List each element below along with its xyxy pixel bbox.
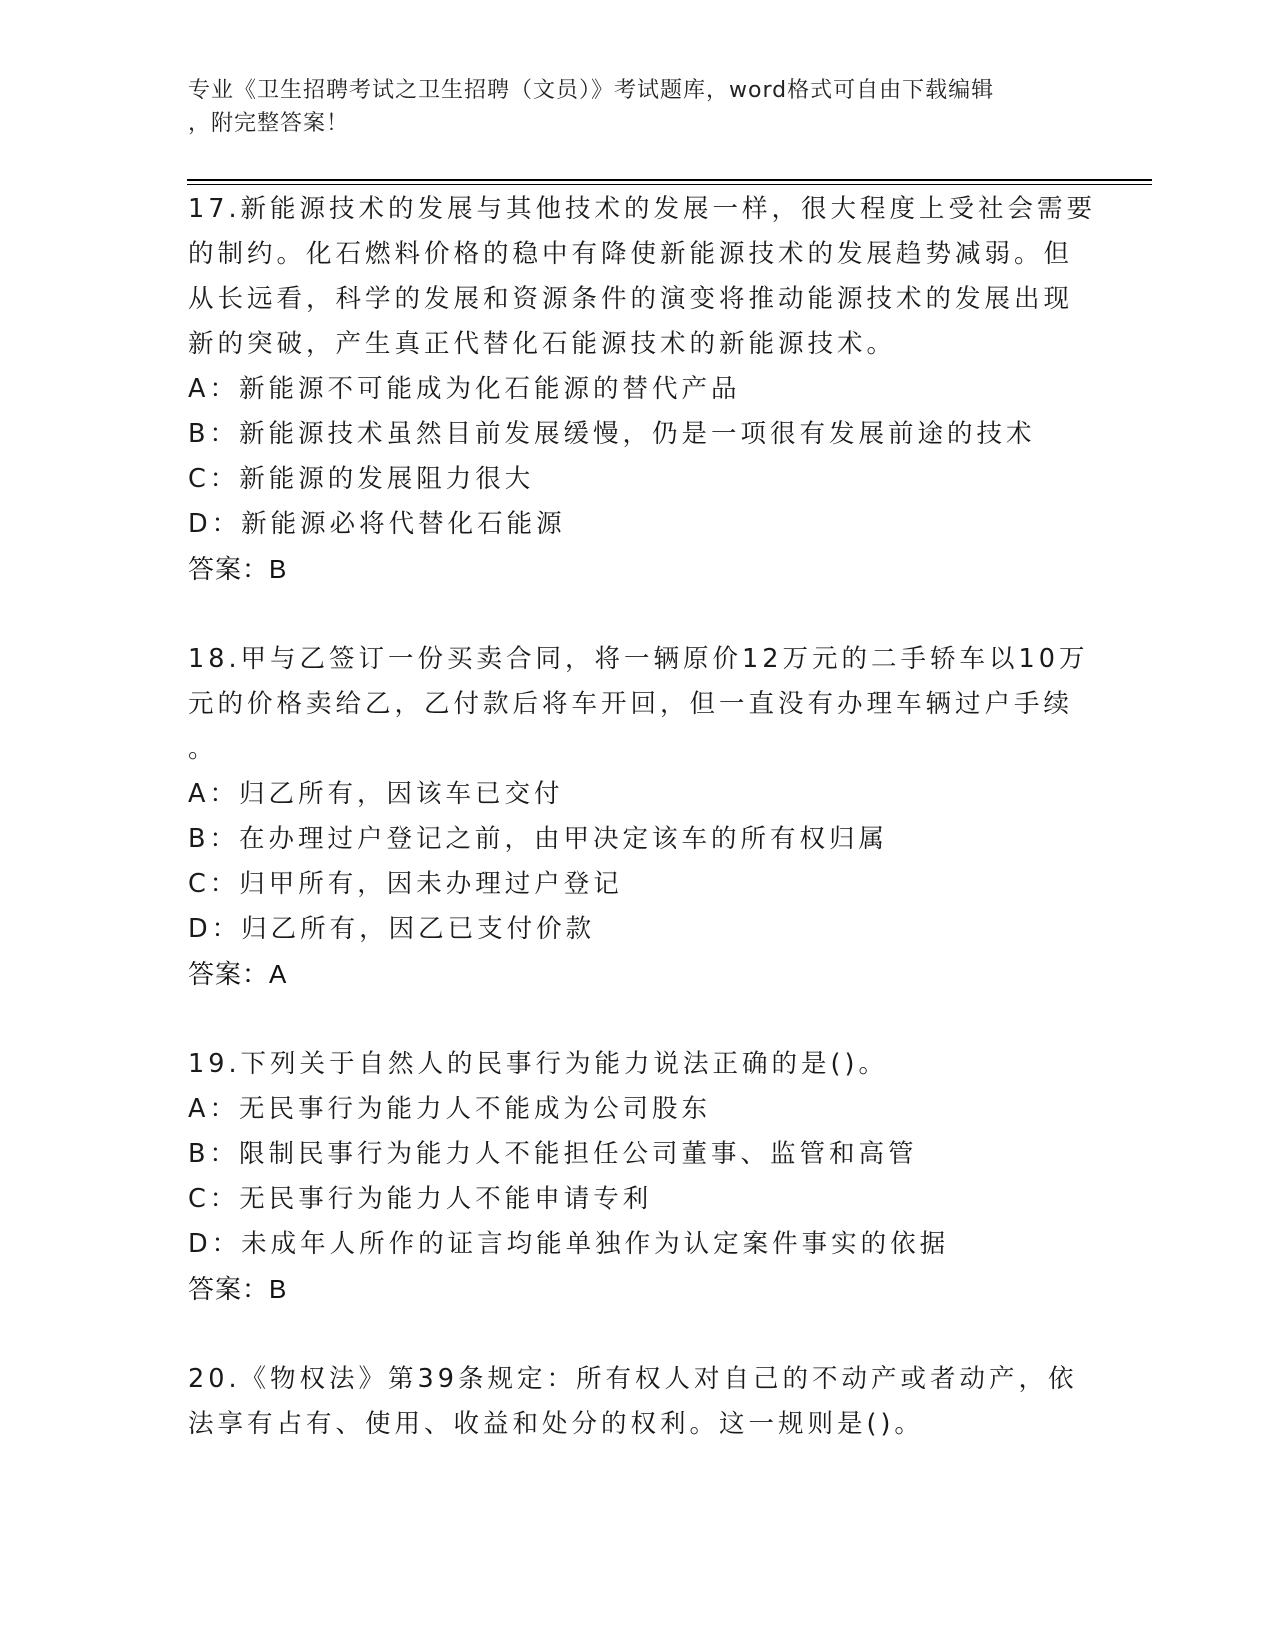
answer-label: 答案：A [188,959,288,989]
question-spacer [188,997,1088,1042]
option-d: D：归乙所有，因乙已支付价款 [188,914,596,944]
option-a: A：无民事行为能力人不能成为公司股东 [188,1094,711,1124]
question-spacer [188,592,1088,637]
question-stem-line: 元的价格卖给乙，乙付款后将车开回，但一直没有办理车辆过户手续 [188,689,1074,719]
header-line-1: 专业《卫生招聘考试之卫生招聘（文员）》考试题库，word格式可自由下载编辑 [188,78,995,103]
option-a: A：归乙所有，因该车已交付 [188,779,564,809]
question-stem-line: 从长远看，科学的发展和资源条件的演变将推动能源技术的发展出现 [188,284,1074,314]
option-c: C：无民事行为能力人不能申请专利 [188,1184,653,1214]
option-d: D：新能源必将代替化石能源 [188,509,566,539]
question-20 [188,1357,1088,1447]
question-spacer [188,1312,1088,1357]
document-header [188,74,1068,140]
question-list [188,187,1097,1447]
question-stem-line: 17.新能源技术的发展与其他技术的发展一样，很大程度上受社会需要 [188,194,1097,224]
header-line-2: ，附完整答案！ [188,111,350,136]
header-divider-thick [187,179,1152,181]
question-stem-line: 新的突破，产生真正代替化石能源技术的新能源技术。 [188,329,897,359]
question-17 [188,187,1097,592]
question-stem-line: 18.甲与乙签订一份买卖合同，将一辆原价12万元的二手轿车以10万 [188,644,1089,674]
question-stem-line: 19.下列关于自然人的民事行为能力说法正确的是()。 [188,1049,888,1079]
option-b: B：在办理过户登记之前，由甲决定该车的所有权归属 [188,824,888,854]
option-c: C：归甲所有，因未办理过户登记 [188,869,623,899]
header-divider-thin [187,184,1152,185]
question-19 [188,1042,1088,1312]
option-c: C：新能源的发展阻力很大 [188,464,535,494]
question-stem-line: 。 [188,734,218,764]
option-b: B：新能源技术虽然目前发展缓慢，仍是一项很有发展前途的技术 [188,419,1036,449]
question-stem-line: 的制约。化石燃料价格的稳中有降使新能源技术的发展趋势减弱。但 [188,239,1074,269]
question-stem-line: 法享有占有、使用、收益和处分的权利。这一规则是()。 [188,1409,924,1439]
option-d: D：未成年人所作的证言均能单独作为认定案件事实的依据 [188,1229,950,1259]
option-a: A：新能源不可能成为化石能源的替代产品 [188,374,741,404]
question-18 [188,637,1088,997]
question-stem-line: 20.《物权法》第39条规定：所有权人对自己的不动产或者动产，依 [188,1364,1078,1394]
answer-label: 答案：B [188,554,288,584]
option-b: B：限制民事行为能力人不能担任公司董事、监管和高管 [188,1139,918,1169]
answer-label: 答案：B [188,1274,288,1304]
